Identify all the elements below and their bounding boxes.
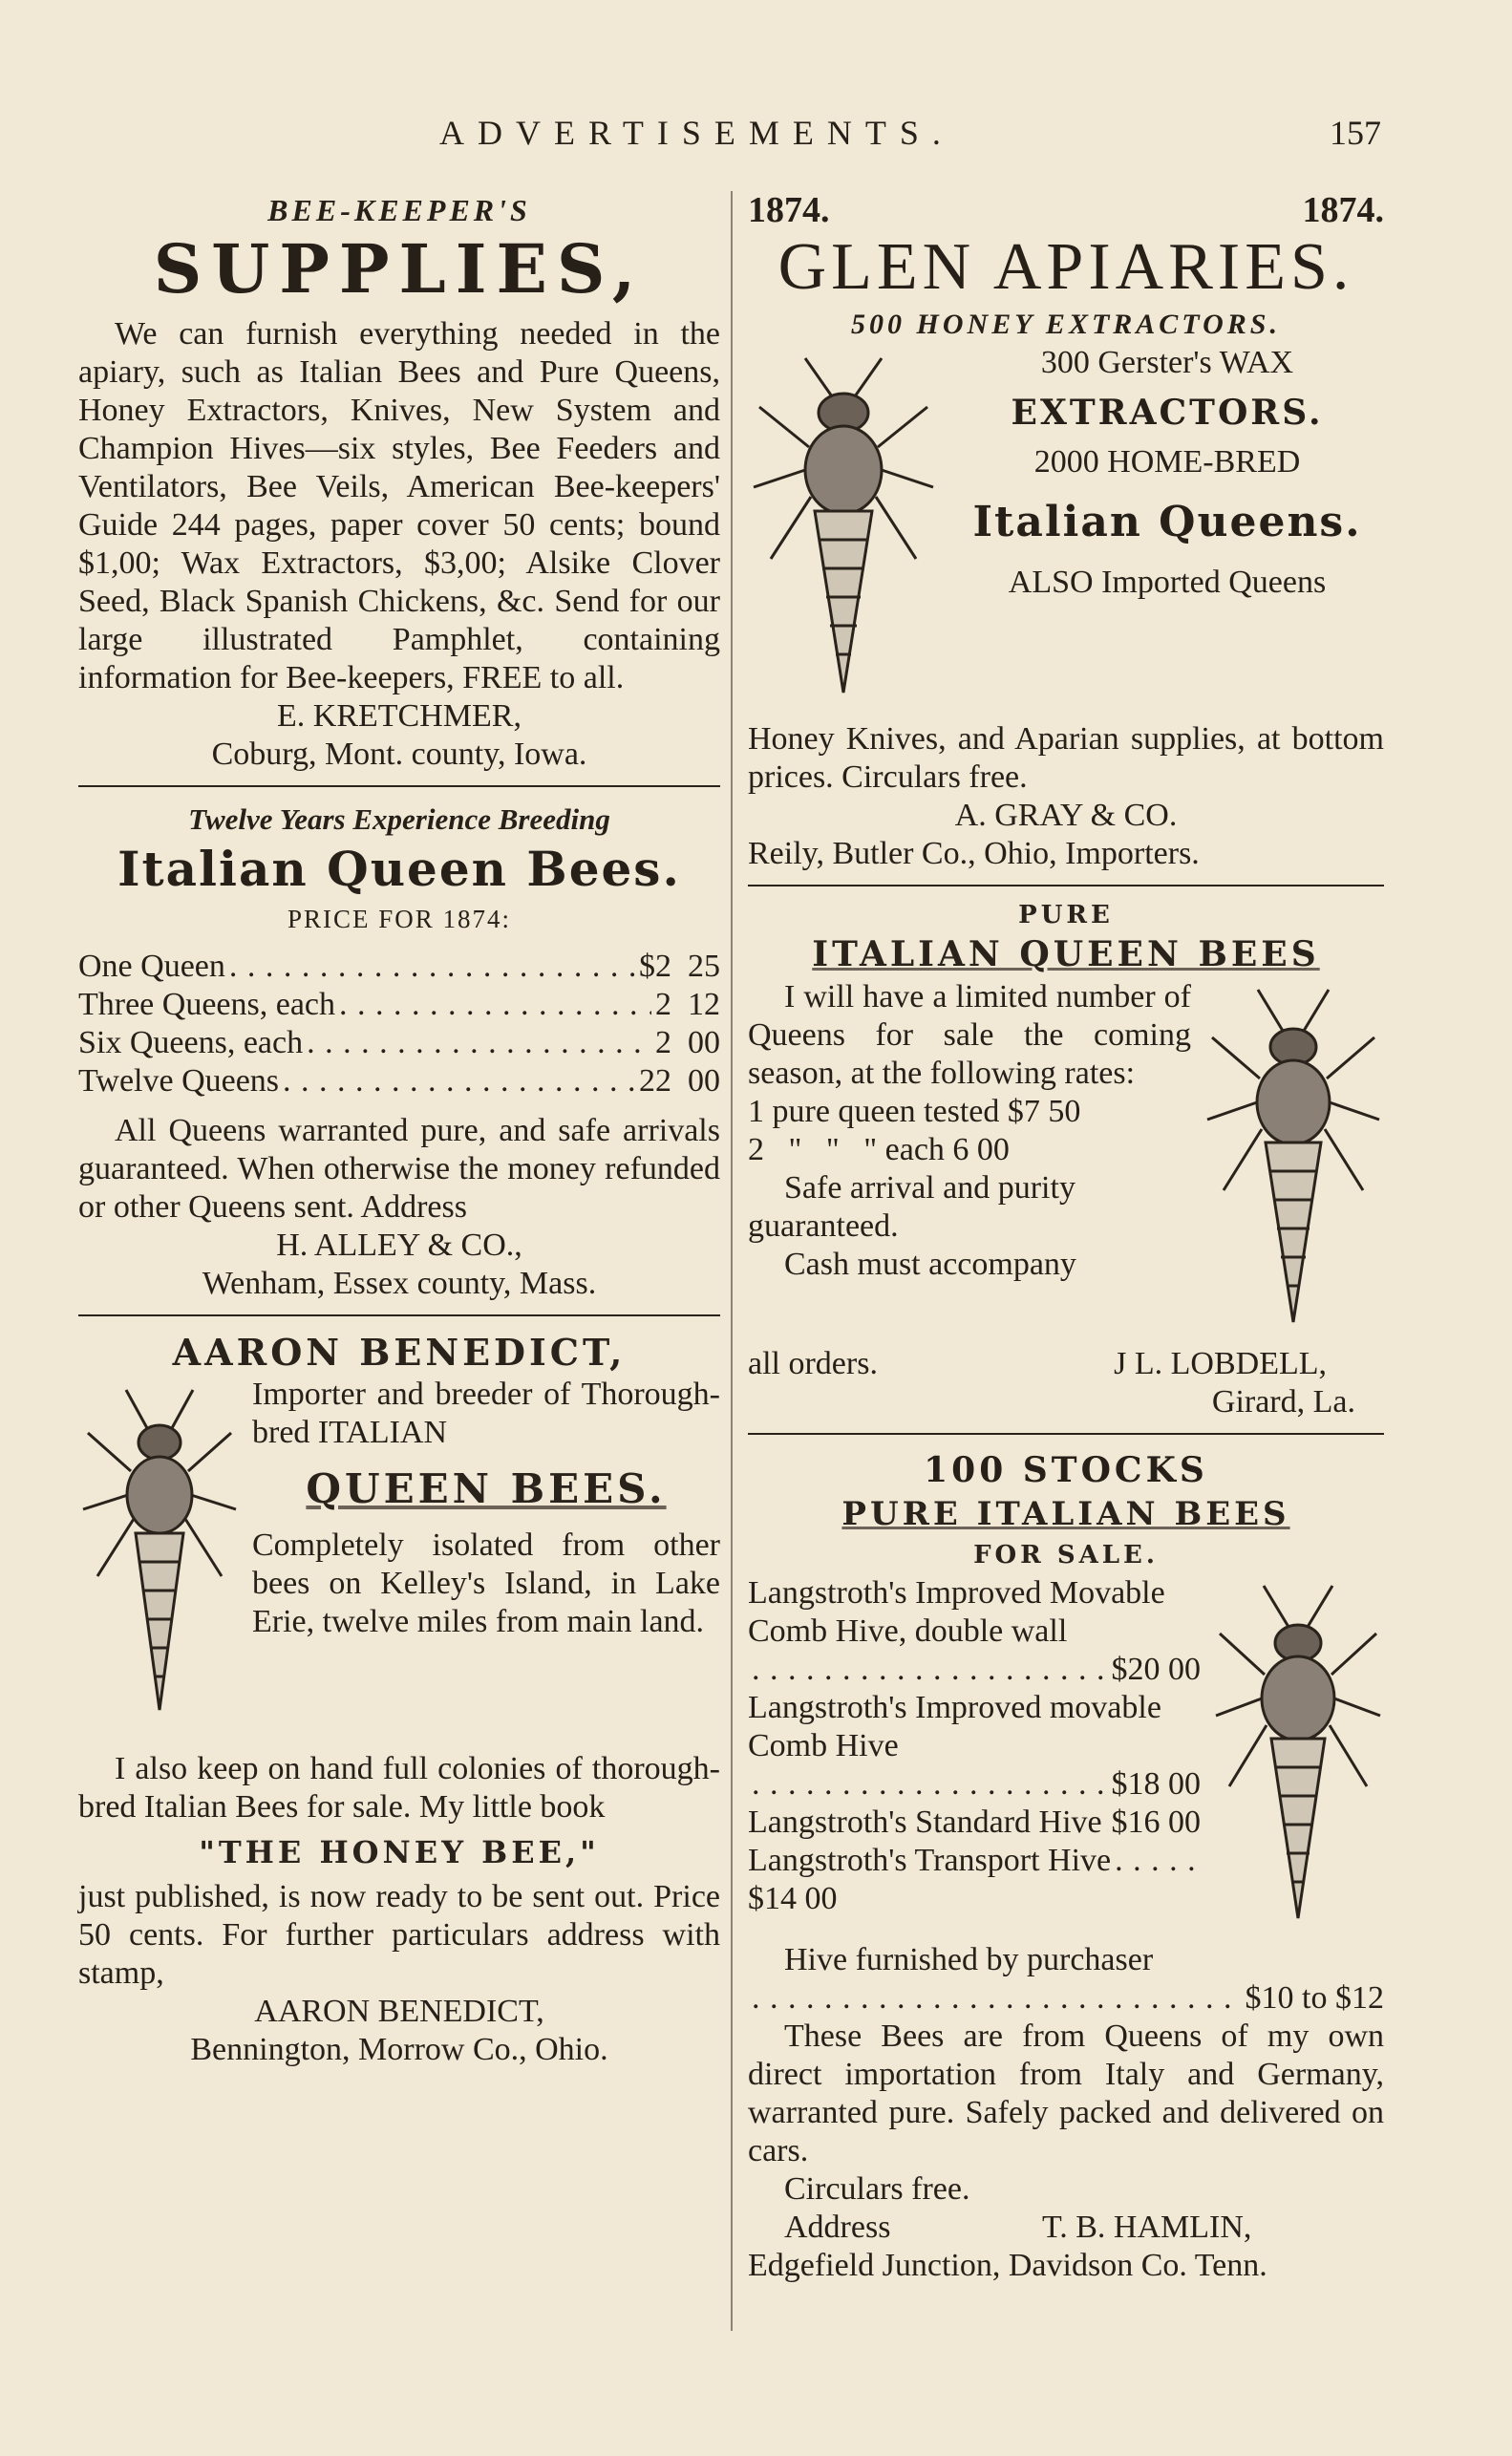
signature-name: A. GRAY & CO.	[954, 798, 1178, 833]
address-label: Address	[784, 2210, 891, 2245]
price-list	[78, 948, 720, 1100]
ad-body: These Bees are from Queens of my own direct importation from Italy and Germany, warranted pure. Safely packed and delivered on cars.	[748, 2018, 1384, 2168]
bee-engraving-icon	[78, 1376, 241, 1739]
ad-line: ALSO Imported Queens	[1008, 565, 1327, 600]
ad-line: Italian Queens.	[972, 498, 1362, 546]
section-rule	[78, 785, 720, 787]
ad-title: SUPPLIES,	[153, 229, 646, 309]
signature-place: Coburg, Mont. county, Iowa.	[211, 737, 587, 772]
ad-intro: Importer and breeder of Thorough-bred ITALIAN	[252, 1377, 720, 1450]
ad-body: I also keep on hand full colonies of thorough-bred Italian Bees for sale. My little book	[78, 1751, 720, 1825]
ad-body: Honey Knives, and Aparian supplies, at bottom prices. Circulars free.	[748, 721, 1384, 795]
ad-alley	[78, 801, 720, 1303]
year-row	[748, 191, 1384, 229]
signature-place: Wenham, Essex county, Mass.	[202, 1266, 597, 1301]
ad-title: 100 STOCKS	[924, 1450, 1208, 1490]
left-column	[78, 191, 720, 2069]
ad-after: just published, is now ready to be sent out. Price 50 cents. For further particulars address with stamp,	[78, 1879, 720, 1991]
price-heading: PRICE FOR 1874:	[287, 905, 512, 933]
bee-engraving-icon	[1212, 1574, 1384, 1937]
signature-place: Edgefield Junction, Davidson Co. Tenn.	[748, 2248, 1267, 2283]
price-row: One Queen . . . $2 25	[78, 948, 720, 986]
for-sale-label: FOR SALE.	[973, 1541, 1159, 1570]
bee-engraving-icon	[1203, 978, 1384, 1341]
ad-hamlin	[748, 1448, 1384, 2285]
ad-body: We can furnish everything needed in the apiary, such as Italian Bees and Pure Queens, Honey Extractors, Knives, New System and Champion Hives—six styles, Bee Feeders and Ventilators, Bee Veils, American Bee-keepers' Guide 244 pages, paper cover 50 cents; bound $1,00; Wax Extractors, $3,00; Alsike Clover Seed, Black Spanish Chickens, &c. Send for our large illustrated Pamphlet, containing information for Bee-keepers, FREE to all.	[78, 316, 720, 695]
ad-body: I will have a limited number of Queens for sale the coming season, at the following rates:	[748, 979, 1191, 1091]
ad-line: 300 Gerster's WAX	[1040, 345, 1294, 380]
purchaser-label: Hive furnished by purchaser	[784, 1942, 1154, 1977]
ad-lobdell	[748, 900, 1384, 1421]
ad-heading: Twelve Years Experience Breeding	[188, 802, 610, 836]
section-rule	[78, 1314, 720, 1316]
signature-place: Bennington, Morrow Co., Ohio.	[190, 2032, 608, 2067]
signature-row	[748, 2209, 1384, 2247]
circulars: Circulars free.	[784, 2171, 970, 2207]
signature-name: AARON BENEDICT,	[254, 1994, 544, 2029]
ad-line: 2000 HOME-BRED	[1033, 444, 1301, 480]
signature-name: H. ALLEY & CO.,	[276, 1228, 522, 1263]
ad-display: QUEEN BEES.	[306, 1465, 667, 1512]
rate-line: 1 pure queen tested $7 50	[748, 1094, 1081, 1129]
section-rule	[748, 1433, 1384, 1435]
year-right: 1874.	[1302, 190, 1384, 230]
ad-kretchmer	[78, 191, 720, 774]
ad-title: GLEN APIARIES.	[777, 230, 1354, 304]
signature-place: Reily, Butler Co., Ohio, Importers.	[748, 836, 1200, 871]
price-row: Three Queens, each . . . 2 12	[78, 986, 720, 1024]
signature-row	[748, 1345, 1384, 1383]
price-row: Six Queens, each . . . 2 00	[78, 1024, 720, 1062]
ad-title: ITALIAN QUEEN BEES	[812, 934, 1320, 974]
running-title: ADVERTISEMENTS.	[439, 114, 954, 152]
ad-line: 500 HONEY EXTRACTORS.	[851, 309, 1281, 340]
column-divider	[731, 191, 733, 2331]
ad-subtitle: PURE ITALIAN BEES	[841, 1495, 1290, 1533]
signature-place: Girard, La.	[1211, 1384, 1355, 1420]
hive-row: Langstroth's Standard Hive . . . $16 00	[748, 1804, 1201, 1842]
hive-row: Langstroth's Improved Movable Comb Hive, double wall . . . $20 00	[748, 1574, 1201, 1689]
ad-isolated: Completely isolated from other bees on Kelley's Island, in Lake Erie, twelve miles from main land.	[252, 1527, 720, 1639]
hive-row: Langstroth's Improved movable Comb Hive . . . $18 00	[748, 1689, 1201, 1804]
ad-body: all orders.	[748, 1346, 878, 1381]
right-column	[748, 191, 1384, 2285]
hive-row: Langstroth's Transport Hive . . . $14 00	[748, 1842, 1201, 1918]
section-rule	[748, 885, 1384, 886]
year-left: 1874.	[748, 190, 830, 230]
page-header	[0, 113, 1512, 170]
purchaser-row: . . . $10 to $12	[748, 1979, 1384, 2018]
price-row: Twelve Queens . . . 22 00	[78, 1062, 720, 1100]
rate-line: 2 " " " each 6 00	[748, 1132, 1010, 1167]
signature-name: J L. LOBDELL,	[1114, 1346, 1327, 1381]
page-number: 157	[1330, 114, 1381, 152]
ad-benedict	[78, 1330, 720, 2069]
ad-title: Italian Queen Bees.	[117, 841, 681, 897]
ad-body: Cash must accompany	[784, 1247, 1076, 1282]
ad-title: AARON BENEDICT,	[172, 1331, 627, 1374]
signature-name: E. KRETCHMER,	[277, 698, 522, 734]
ad-body: All Queens warranted pure, and safe arrivals guaranteed. When otherwise the money refunded or other Queens sent. Address	[78, 1113, 720, 1225]
ad-title-small: PURE	[1018, 901, 1114, 929]
ad-glen-apiaries	[748, 191, 1384, 873]
signature-name: T. B. HAMLIN,	[1042, 2210, 1252, 2245]
ad-line: EXTRACTORS.	[1011, 393, 1324, 433]
bee-engraving-icon	[748, 344, 939, 716]
book-title: "THE HONEY BEE,"	[199, 1834, 600, 1870]
ad-body: Safe arrival and purity guaranteed.	[748, 1170, 1075, 1244]
ad-heading: BEE-KEEPER'S	[267, 193, 531, 227]
